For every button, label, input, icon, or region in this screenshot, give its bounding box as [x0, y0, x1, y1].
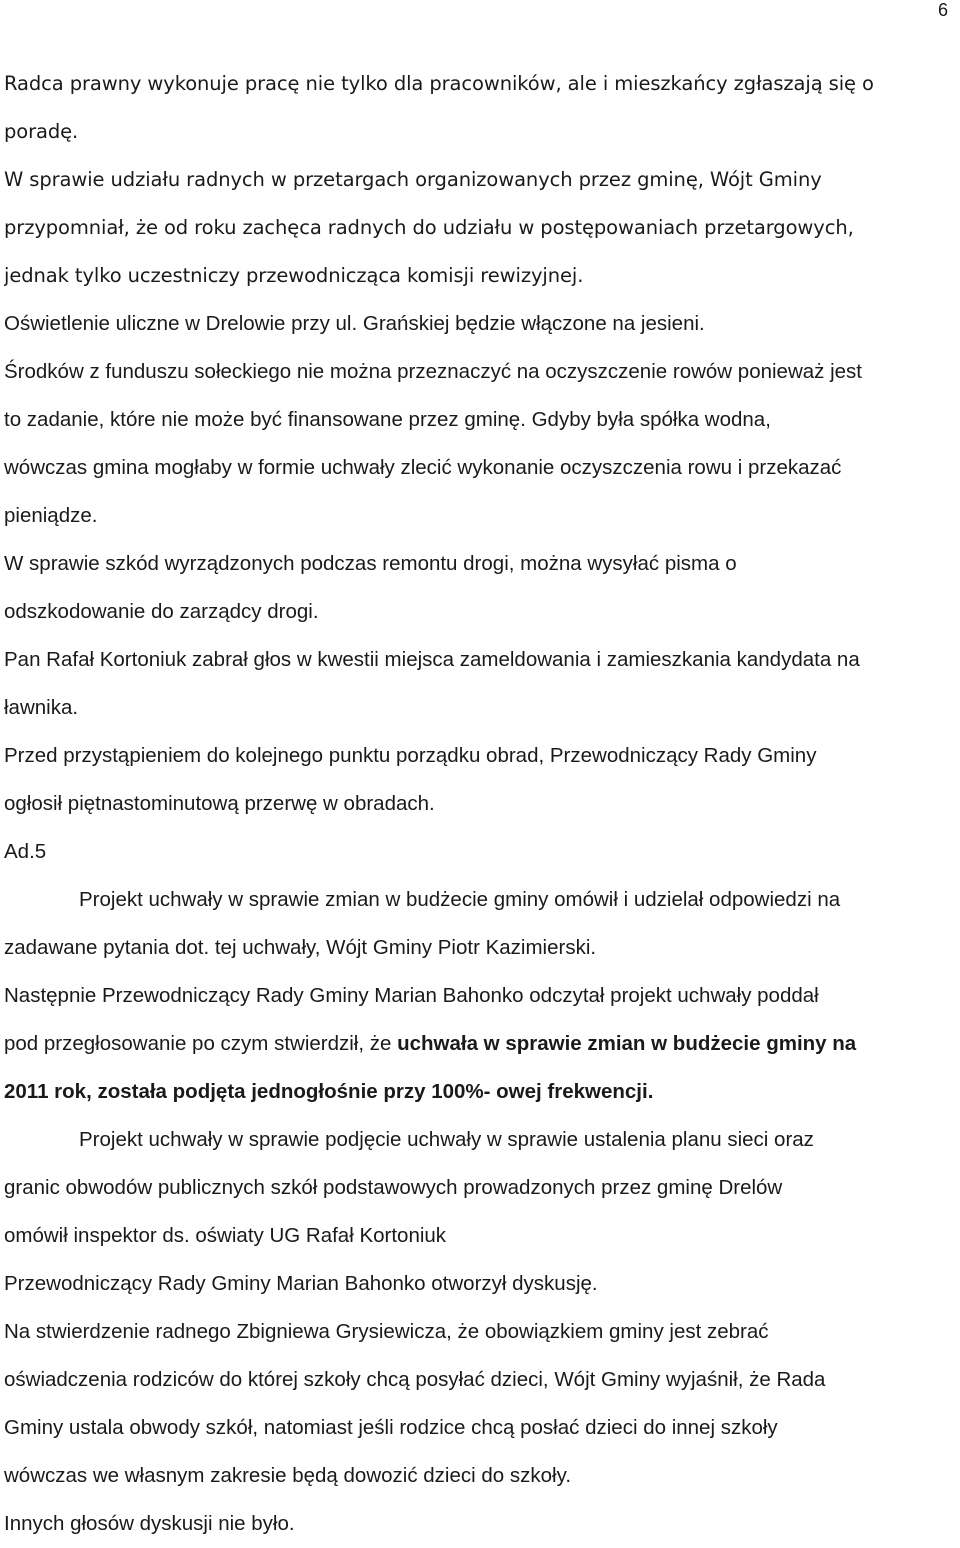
text-line: jednak tylko uczestniczy przewodnicząca komisji rewizyjnej.	[4, 264, 584, 287]
text-line: Radca prawny wykonuje pracę nie tylko dla pracowników, ale i mieszkańcy zgłaszają się o	[4, 72, 874, 95]
text-line: Przewodniczący Rady Gminy Marian Bahonko otworzył dyskusję.	[4, 1272, 598, 1295]
resolution-result-bold	[4, 1068, 960, 1116]
resolution-text-bold: 2011 rok, została podjęta jednogłośnie przy 100%- owej frekwencji.	[4, 1080, 654, 1103]
text-line: wówczas gmina mogłaby w formie uchwały zlecić wykonanie oczyszczenia rowu i przekazać	[4, 456, 842, 479]
text-line: Projekt uchwały w sprawie podjęcie uchwały w sprawie ustalenia planu sieci oraz	[79, 1128, 814, 1151]
text-line: Projekt uchwały w sprawie zmian w budżecie gminy omówił i udzielał odpowiedzi na	[79, 888, 841, 911]
text-line: Gminy ustala obwody szkół, natomiast jeśli rodzice chcą posłać dzieci do innej szkoły	[4, 1416, 778, 1439]
text-line: poradę.	[4, 120, 79, 143]
text-line: zadawane pytania dot. tej uchwały, Wójt Gminy Piotr Kazimierski.	[4, 936, 597, 959]
text-line: oświadczenia rodziców do której szkoły chcą posyłać dzieci, Wójt Gminy wyjaśnił, że Rada	[4, 1368, 826, 1391]
text-line: Środków z funduszu sołeckiego nie można przeznaczyć na oczyszczenie rowów ponieważ jest	[4, 360, 863, 383]
text-line: to zadanie, które nie może być finansowane przez gminę. Gdyby była spółka wodna,	[4, 408, 771, 431]
text-line: wówczas we własnym zakresie będą dowozić dzieci do szkoły.	[4, 1464, 572, 1487]
resolution-text-bold: uchwała w sprawie zmian w budżecie gminy na	[397, 1032, 857, 1055]
text-line: W sprawie udziału radnych w przetargach organizowanych przez gminę, Wójt Gminy	[4, 168, 822, 191]
text-line: Innych głosów dyskusji nie było.	[4, 1512, 295, 1535]
text-line-mixed	[4, 1020, 960, 1068]
text-line: ławnika.	[4, 696, 79, 719]
text-line: omówił inspektor ds. oświaty UG Rafał Kortoniuk	[4, 1224, 447, 1247]
text-line: granic obwodów publicznych szkół podstawowych prowadzonych przez gminę Drelów	[4, 1176, 783, 1199]
text-line: Pan Rafał Kortoniuk zabrał głos w kwestii miejsca zameldowania i zamieszkania kandydata na	[4, 648, 860, 671]
text-line: Na stwierdzenie radnego Zbigniewa Grysiewicza, że obowiązkiem gminy jest zebrać	[4, 1320, 769, 1343]
text-line: W sprawie szkód wyrządzonych podczas remontu drogi, można wysyłać pisma o	[4, 552, 737, 575]
text-line: Przed przystąpieniem do kolejnego punktu porządku obrad, Przewodniczący Rady Gminy	[4, 744, 817, 767]
section-heading: Ad.5	[4, 840, 47, 863]
text-plain: pod przegłosowanie po czym stwierdził, że	[4, 1032, 398, 1055]
text-line: Oświetlenie uliczne w Drelowie przy ul. Grańskiej będzie włączone na jesieni.	[4, 312, 705, 335]
text-line: przypomniał, że od roku zachęca radnych do udziału w postępowaniach przetargowych,	[4, 216, 854, 239]
document-body	[4, 60, 960, 1548]
page-number: 6	[938, 0, 949, 20]
text-line: ogłosił piętnastominutową przerwę w obradach.	[4, 792, 435, 815]
text-line: odszkodowanie do zarządcy drogi.	[4, 600, 319, 623]
text-line: Następnie Przewodniczący Rady Gminy Marian Bahonko odczytał projekt uchwały poddał	[4, 984, 819, 1007]
text-line: pieniądze.	[4, 504, 98, 527]
